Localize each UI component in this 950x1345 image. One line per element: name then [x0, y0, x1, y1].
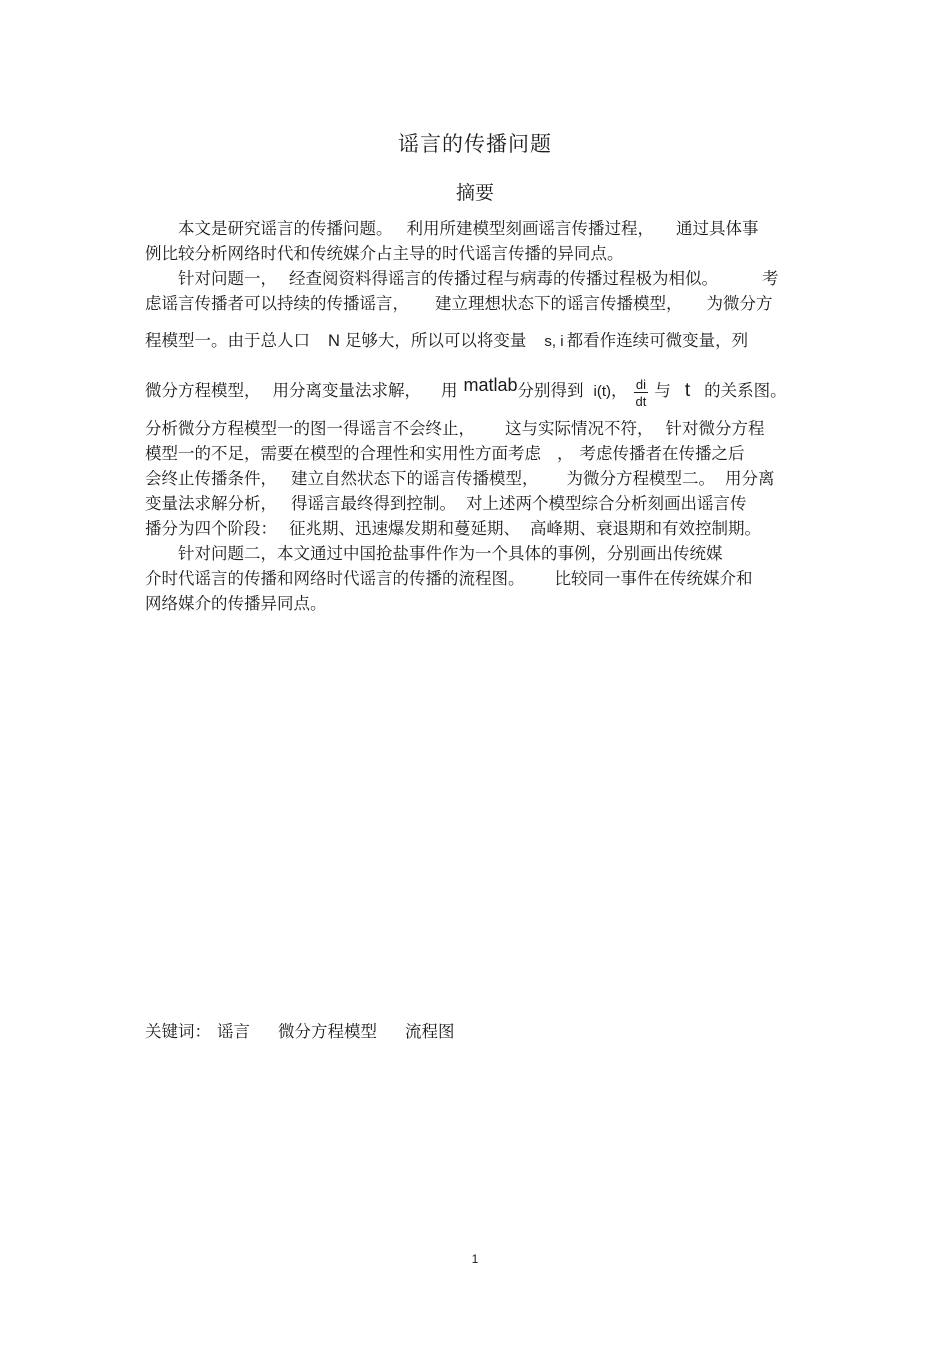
abstract-p2-line3 — [145, 331, 748, 352]
text-segment: 考 — [762, 269, 779, 288]
abstract-p2-line6 — [145, 444, 745, 464]
keywords — [145, 1018, 455, 1042]
page-number: 1 — [471, 1252, 479, 1266]
text-segment: ， — [611, 381, 628, 400]
text-segment: 分析微分方程模型一的图一得谣言不会终止， — [145, 419, 475, 438]
keyword-item: 谣言 — [217, 1022, 250, 1041]
abstract-p2-line4 — [145, 376, 787, 407]
abstract-heading: 摘要 — [455, 182, 494, 204]
abstract-p2-line7 — [145, 469, 775, 489]
paper-title: 谣言的传播问题 — [398, 132, 552, 156]
text-segment: 用分离 — [725, 469, 775, 488]
text-segment: 本文是研究谣言的传播问题。 — [178, 219, 393, 238]
abstract-p2-line9 — [145, 519, 761, 539]
text-segment: 用分离变量法求解， — [272, 381, 421, 400]
keyword-item: 流程图 — [405, 1022, 455, 1041]
fraction-numerator: di — [634, 378, 649, 393]
text-segment: 变量法求解分析， — [145, 494, 277, 513]
function-i-t: i(t) — [593, 383, 612, 400]
text-segment: 与 — [654, 381, 671, 400]
text-segment: 这与实际情况不符， — [505, 419, 654, 438]
text-segment: 征兆期、迅速爆发期和蔓延期、 — [289, 519, 520, 538]
abstract-p2-line2 — [145, 294, 773, 314]
abstract-p3-line1: 针对问题二，本文通过中国抢盐事件作为一个具体的事例，分别画出传统媒 — [178, 544, 723, 563]
text-segment: 针对问题一， — [178, 269, 277, 288]
abstract-p1-line2: 例比较分析网络时代和传统媒介占主导的时代谣言传播的异同点。 — [145, 244, 624, 263]
text-segment: 建立自然状态下的谣言传播模型， — [291, 469, 539, 488]
abstract-p3-line2 — [145, 569, 753, 589]
text-segment: 都看作连续可微变量，列 — [566, 331, 749, 350]
abstract-p2-line5 — [145, 419, 765, 439]
text-segment: 会终止传播条件， — [145, 469, 277, 488]
text-segment: 建立理想状态下的谣言传播模型， — [435, 294, 683, 313]
text-segment: ， — [557, 444, 574, 463]
text-segment: 针对微分方程 — [665, 419, 765, 438]
fraction-di-dt — [634, 378, 649, 409]
text-segment: 介时代谣言的传播和网络时代谣言的传播的流程图。 — [145, 569, 525, 588]
text-segment: 分别得到 — [517, 381, 584, 400]
keyword-item: 微分方程模型 — [278, 1022, 377, 1041]
text-segment: 高峰期、衰退期和有效控制期。 — [530, 519, 761, 538]
abstract-p1-line1 — [178, 219, 759, 239]
matlab-term: matlab — [463, 375, 518, 395]
fraction-denominator: dt — [635, 394, 647, 409]
abstract-p2-line8 — [145, 494, 747, 514]
text-segment: 的关系图。 — [704, 381, 787, 400]
text-segment: 虑谣言传播者可以持续的传播谣言， — [145, 294, 409, 313]
text-segment: 利用所建模型刻画谣言传播过程， — [406, 219, 654, 238]
variables-s-i: s, i — [544, 333, 564, 350]
keywords-label: 关键词： — [145, 1022, 211, 1041]
text-segment: 比较同一事件在传统媒介和 — [554, 569, 753, 588]
text-segment: 经查阅资料得谣言的传播过程与病毒的传播过程极为相似。 — [289, 269, 718, 288]
text-segment: 考虑传播者在传播之后 — [579, 444, 745, 463]
text-segment: 模型一的不足，需要在模型的合理性和实用性方面考虑 — [145, 444, 541, 463]
text-segment: 通过具体事 — [676, 219, 759, 238]
text-segment: 用 — [441, 381, 458, 400]
variable-t: t — [684, 380, 691, 401]
text-segment: 为微分方 — [706, 294, 773, 313]
text-segment: 微分方程模型， — [145, 381, 261, 400]
variable-N: N — [328, 332, 340, 350]
text-segment: 得谣言最终得到控制。 — [291, 494, 456, 513]
text-segment: 对上述两个模型综合分析刻画出谣言传 — [466, 494, 747, 513]
abstract-p2-line1 — [178, 269, 779, 289]
text-segment: 为微分方程模型二。 — [566, 469, 715, 488]
text-segment: 程模型一。由于总人口 — [145, 331, 310, 350]
text-segment: 足够大，所以可以将变量 — [344, 331, 527, 350]
abstract-p3-line3: 网络媒介的传播异同点。 — [145, 594, 327, 613]
text-segment: 播分为四个阶段： — [145, 519, 277, 538]
